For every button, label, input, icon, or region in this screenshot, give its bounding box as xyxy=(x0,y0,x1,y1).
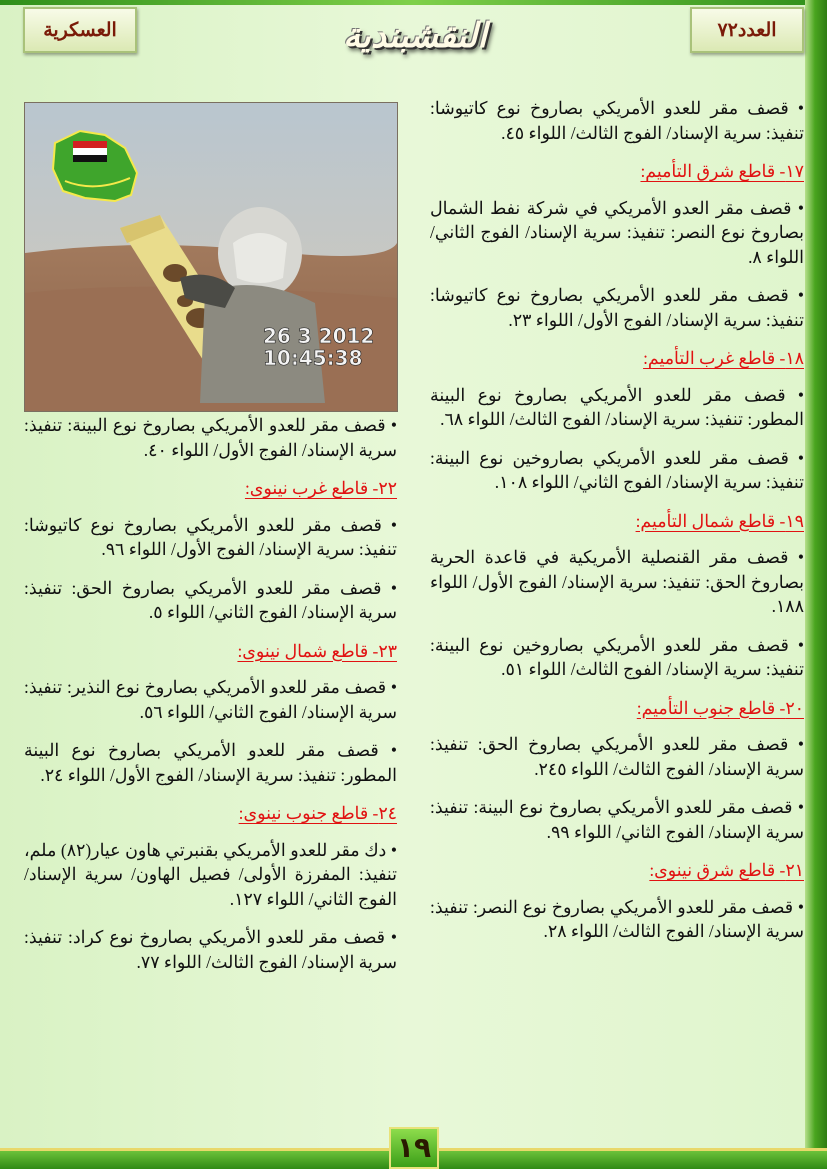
section-heading: ٢١- قاطع شرق نينوى: xyxy=(649,860,804,880)
article-photo xyxy=(24,102,398,412)
report-paragraph: • قصف مقر للعدو الأمريكي بصاروخ الحق: تنفيذ: سرية الإسناد/ الفوج الثالث/ اللواء ٢٤٥. xyxy=(430,734,804,779)
report-paragraph: • قصف مقر للعدو الأمريكي بصاروخ نوع كاتيوشا: تنفيذ: سرية الإسناد/ الفوج الثالث/ اللواء ٤٥. xyxy=(430,98,804,143)
section-heading: ١٩- قاطع شمال التأميم: xyxy=(635,510,804,531)
page-number: ١٩ xyxy=(389,1127,439,1169)
section-heading: ٢٠- قاطع جنوب التأميم: xyxy=(636,697,804,718)
photo-date-overlay: 26 3 2012 xyxy=(263,324,375,348)
section-heading: ١٧- قاطع شرق التأميم: xyxy=(640,161,804,181)
report-paragraph: • قصف مقر للعدو الأمريكي بصاروخ نوع كاتيوشا: تنفيذ: سرية الإسناد/ الفوج الأول/ اللواء ٩٦. xyxy=(24,514,397,559)
masthead-title: النقشبندية xyxy=(343,16,487,56)
section-heading: ١٨- قاطع غرب التأميم: xyxy=(643,348,804,368)
section-heading: ٢٢- قاطع غرب نينوى: xyxy=(244,478,397,498)
issue-number-tag: العدد٧٢ xyxy=(690,7,804,53)
report-paragraph: • قصف مقر للعدو الأمريكي بصاروخين نوع البينة: تنفيذ: سرية الإسناد/ الفوج الثاني/ اللواء ١٠٨. xyxy=(430,447,804,492)
report-paragraph: • قصف مقر للعدو الأمريكي بصاروخ الحق: تنفيذ: سرية الإسناد/ الفوج الثاني/ اللواء ٥. xyxy=(24,577,397,622)
section-heading: ٢٣- قاطع شمال نينوى: xyxy=(237,640,397,661)
report-paragraph: • قصف مقر للعدو الأمريكي بصاروخ نوع كراد: تنفيذ: سرية الإسناد/ الفوج الثالث/ اللواء ٧٧. xyxy=(24,927,397,972)
left-text-column xyxy=(24,413,397,988)
report-paragraph: • قصف مقر العدو الأمريكي في شركة نفط الشمال بصاروخ نوع النصر: تنفيذ: سرية الإسناد/ الفوج الثاني/ اللواء ٨. xyxy=(430,197,804,267)
top-border xyxy=(0,0,827,5)
report-paragraph: • دك مقر للعدو الأمريكي بقنبرتي هاون عيار(٨٢) ملم، تنفيذ: المفرزة الأولى/ فصيل الهاون/ سرية الإسناد/ الفوج الثاني/ اللواء ١٢٧. xyxy=(24,839,397,909)
report-paragraph: • قصف مقر للعدو الأمريكي بصاروخ نوع النذير: تنفيذ: سرية الإسناد/ الفوج الثاني/ اللواء ٥٦. xyxy=(24,677,397,722)
section-heading: ٢٤- قاطع جنوب نينوى: xyxy=(238,803,397,823)
report-paragraph: • قصف مقر للعدو الأمريكي بصاروخ نوع البينة: تنفيذ: سرية الإسناد/ الفوج الثاني/ اللواء ٩٩. xyxy=(430,797,804,842)
report-paragraph: • قصف مقر القنصلية الأمريكية في قاعدة الحرية بصاروخ الحق: تنفيذ: سرية الإسناد/ الفوج الأول/ اللواء ١٨٨. xyxy=(430,547,804,616)
right-border xyxy=(805,0,827,1169)
section-tag: العسكرية xyxy=(23,7,137,53)
report-paragraph: • قصف مقر للعدو الأمريكي بصاروخ نوع النصر: تنفيذ: سرية الإسناد/ الفوج الثالث/ اللواء ٢٨. xyxy=(430,896,804,941)
report-paragraph: • قصف مقر للعدو الأمريكي بصاروخ نوع كاتيوشا: تنفيذ: سرية الإسناد/ الفوج الأول/ اللواء ٢٣. xyxy=(430,285,804,330)
report-paragraph: • قصف مقر للعدو الأمريكي بصاروخ نوع البينة المطور: تنفيذ: سرية الإسناد/ الفوج الثالث/ اللواء ٦٨. xyxy=(430,384,804,429)
report-paragraph: • قصف مقر للعدو الأمريكي بصاروخ نوع البينة المطور: تنفيذ: سرية الإسناد/ الفوج الأول/ اللواء ٢٤. xyxy=(24,740,397,785)
photo-time-overlay: 10:45:38 xyxy=(263,346,363,370)
right-text-column xyxy=(430,96,804,958)
report-paragraph: • قصف مقر للعدو الأمريكي بصاروخين نوع البينة: تنفيذ: سرية الإسناد/ الفوج الثالث/ اللواء ٥١. xyxy=(430,634,804,679)
report-paragraph: • قصف مقر للعدو الأمريكي بصاروخ نوع البينة: تنفيذ: سرية الإسناد/ الفوج الأول/ اللواء ٤٠. xyxy=(24,415,397,460)
